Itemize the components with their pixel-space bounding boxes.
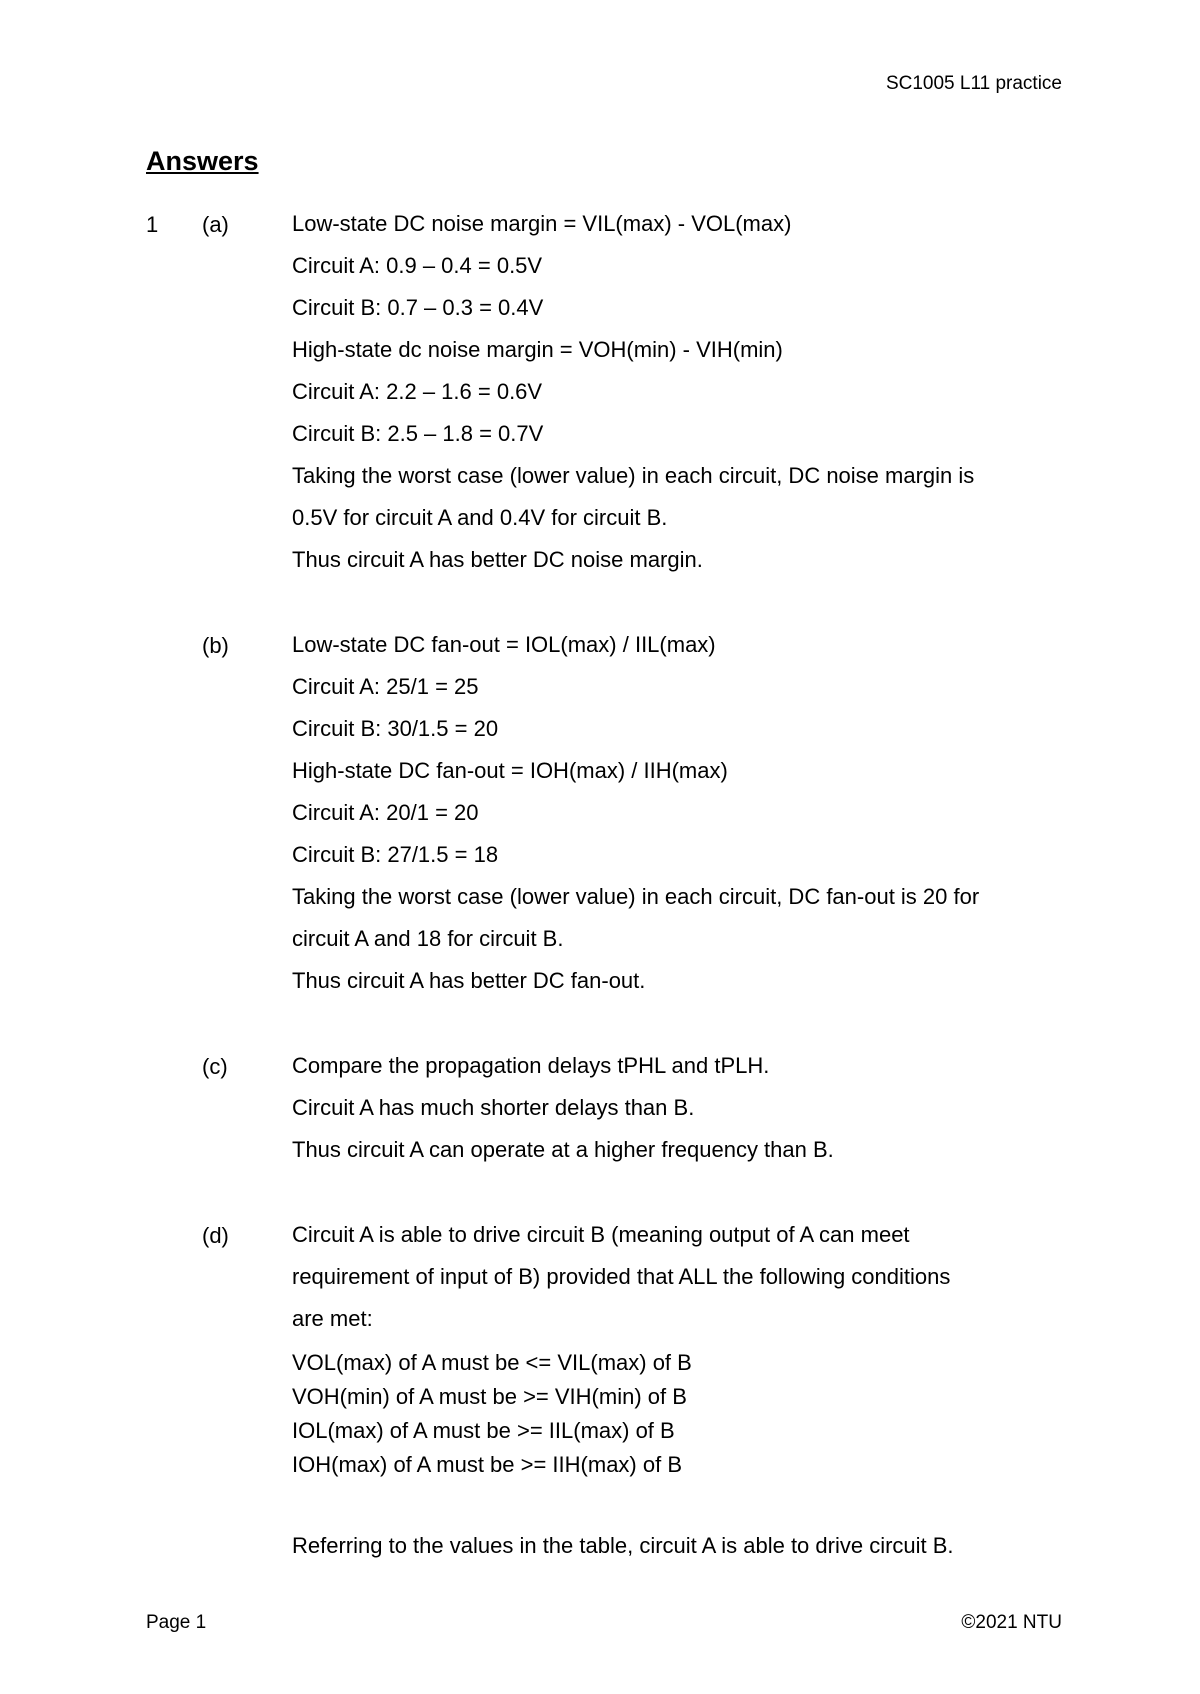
question-number: 1: [146, 212, 159, 237]
answer-line: Thus circuit A has better DC noise margin.: [292, 547, 703, 572]
answer-line: Taking the worst case (lower value) in each circuit, DC fan-out is 20 for: [292, 884, 980, 909]
condition-line: IOL(max) of A must be >= IIL(max) of B: [292, 1418, 675, 1443]
part-d-conclusion: [292, 1525, 1072, 1567]
answer-line: High-state dc noise margin = VOH(min) - VIH(min): [292, 337, 783, 362]
condition-line: IOH(max) of A must be >= IIH(max) of B: [292, 1452, 683, 1477]
conclusion-line: Referring to the values in the table, circuit A is able to drive circuit B.: [292, 1533, 954, 1558]
condition-line: VOH(min) of A must be >= VIH(min) of B: [292, 1384, 687, 1409]
answer-line: Circuit B: 2.5 – 1.8 = 0.7V: [292, 421, 544, 446]
answer-line: Circuit A: 25/1 = 25: [292, 674, 479, 699]
answer-line: Circuit A has much shorter delays than B.: [292, 1095, 695, 1120]
answer-line: High-state DC fan-out = IOH(max) / IIH(max): [292, 758, 728, 783]
answer-line: Compare the propagation delays tPHL and tPLH.: [292, 1053, 770, 1078]
answer-line: Circuit B: 0.7 – 0.3 = 0.4V: [292, 295, 544, 320]
part-d-answer: [292, 1214, 1072, 1340]
running-header: SC1005 L11 practice: [885, 73, 1062, 94]
part-d-label: (d): [202, 1223, 229, 1248]
answer-line: requirement of input of B) provided that ALL the following conditions: [292, 1264, 951, 1289]
part-a-label: (a): [202, 212, 229, 237]
answer-line: Circuit A: 20/1 = 20: [292, 800, 479, 825]
answer-line: Circuit A: 2.2 – 1.6 = 0.6V: [292, 379, 543, 404]
answer-line: Circuit B: 30/1.5 = 20: [292, 716, 499, 741]
answer-line: Circuit A: 0.9 – 0.4 = 0.5V: [292, 253, 543, 278]
answer-line: Thus circuit A has better DC fan-out.: [292, 968, 646, 993]
page-title: Answers: [146, 146, 259, 176]
answer-line: Taking the worst case (lower value) in each circuit, DC noise margin is: [292, 463, 975, 488]
copyright-notice: ©2021 NTU: [961, 1612, 1062, 1633]
answer-line: Low-state DC fan-out = IOL(max) / IIL(max): [292, 632, 716, 657]
answer-line: circuit A and 18 for circuit B.: [292, 926, 564, 951]
answer-line: Low-state DC noise margin = VIL(max) - VOL(max): [292, 211, 792, 236]
page-number: Page 1: [146, 1612, 207, 1633]
part-d-conditions: [292, 1346, 1072, 1482]
answer-line: Thus circuit A can operate at a higher frequency than B.: [292, 1137, 834, 1162]
part-c-label: (c): [202, 1054, 228, 1079]
answer-line: Circuit B: 27/1.5 = 18: [292, 842, 499, 867]
part-a-answer: [292, 203, 1072, 581]
condition-line: VOL(max) of A must be <= VIL(max) of B: [292, 1350, 692, 1375]
part-b-answer: [292, 624, 1072, 1002]
answer-line: are met:: [292, 1306, 373, 1331]
part-b-label: (b): [202, 633, 229, 658]
part-c-answer: [292, 1045, 1072, 1171]
answer-line: 0.5V for circuit A and 0.4V for circuit B.: [292, 505, 668, 530]
answer-line: Circuit A is able to drive circuit B (meaning output of A can meet: [292, 1222, 910, 1247]
